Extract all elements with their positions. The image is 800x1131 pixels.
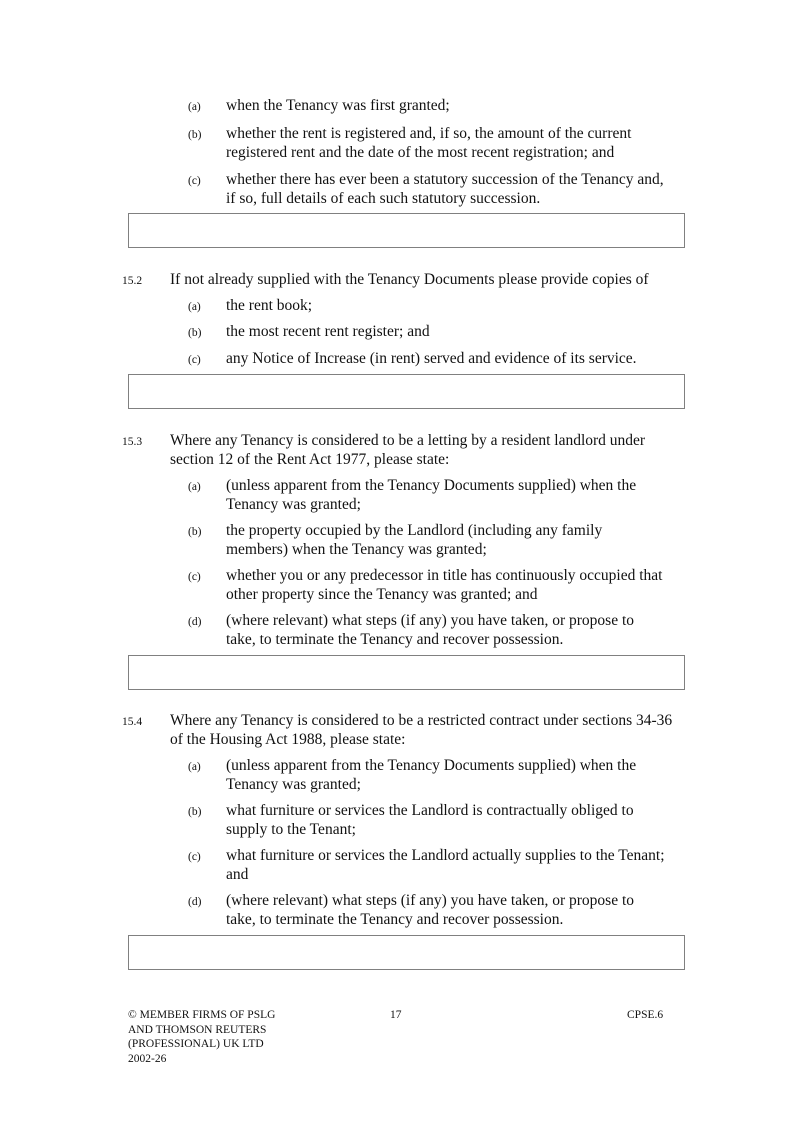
item-letter: (a) (188, 301, 201, 313)
section-text: Where any Tenancy is considered to be a letting by a resident landlord under section 12 of the Rent Act 1977, please state: (170, 432, 646, 468)
section-number: 15.2 (122, 275, 143, 287)
item-text: what furniture or services the Landlord actually supplies to the Tenant; and (226, 847, 665, 883)
answer-box-15-2[interactable] (128, 374, 685, 409)
item-text: the rent book; (226, 297, 313, 314)
item-letter: (a) (188, 101, 201, 113)
item-letter: (b) (188, 129, 202, 141)
item-text: whether you or any predecessor in title has continuously occupied that other property since the Tenancy was granted; and (226, 567, 663, 603)
item-text: the property occupied by the Landlord (including any family members) when the Tenancy was granted; (226, 522, 603, 558)
item-text: (unless apparent from the Tenancy Documents supplied) when the Tenancy was granted; (226, 477, 637, 513)
item-letter: (c) (188, 571, 201, 583)
section-number: 15.4 (122, 716, 143, 728)
item-text: when the Tenancy was first granted; (226, 97, 450, 114)
answer-box-15-1[interactable] (128, 213, 685, 248)
item-text: whether the rent is registered and, if so, the amount of the current registered rent and the date of the most recent registration; and (226, 125, 632, 161)
section-text: Where any Tenancy is considered to be a restricted contract under sections 34-36 of the Housing Act 1988, please state: (170, 712, 673, 748)
section-number: 15.3 (122, 436, 143, 448)
item-text: (unless apparent from the Tenancy Documents supplied) when the Tenancy was granted; (226, 757, 637, 793)
item-text: the most recent rent register; and (226, 323, 430, 340)
footer-copyright-line: 2002-26 (128, 1052, 167, 1065)
item-letter: (c) (188, 175, 201, 187)
footer-copyright (128, 1008, 348, 1066)
item-letter: (a) (188, 761, 201, 773)
item-letter: (c) (188, 851, 201, 863)
footer-copyright-line: AND THOMSON REUTERS (128, 1023, 267, 1036)
item-text: whether there has ever been a statutory succession of the Tenancy and, if so, full details of each such statutory succession. (226, 171, 664, 207)
item-letter: (d) (188, 896, 202, 908)
item-letter: (c) (188, 354, 201, 366)
section-text: If not already supplied with the Tenancy Documents please provide copies of (170, 271, 649, 288)
item-text: what furniture or services the Landlord is contractually obliged to supply to the Tenant; (226, 802, 634, 838)
item-text: (where relevant) what steps (if any) you have taken, or propose to take, to terminate the Tenancy and recover possession. (226, 892, 635, 928)
item-letter: (b) (188, 327, 202, 339)
form-code: CPSE.6 (627, 1009, 664, 1021)
footer-copyright-line: (PROFESSIONAL) UK LTD (128, 1038, 264, 1050)
item-letter: (a) (188, 481, 201, 493)
answer-box-15-4[interactable] (128, 935, 685, 970)
item-letter: (d) (188, 616, 202, 628)
footer-copyright-line: © MEMBER FIRMS OF PSLG (128, 1009, 276, 1021)
item-text: any Notice of Increase (in rent) served and evidence of its service. (226, 350, 637, 367)
answer-box-15-3[interactable] (128, 655, 685, 690)
item-letter: (b) (188, 806, 202, 818)
item-text: (where relevant) what steps (if any) you have taken, or propose to take, to terminate the Tenancy and recover possession. (226, 612, 635, 648)
page-number: 17 (390, 1009, 402, 1021)
item-letter: (b) (188, 526, 202, 538)
